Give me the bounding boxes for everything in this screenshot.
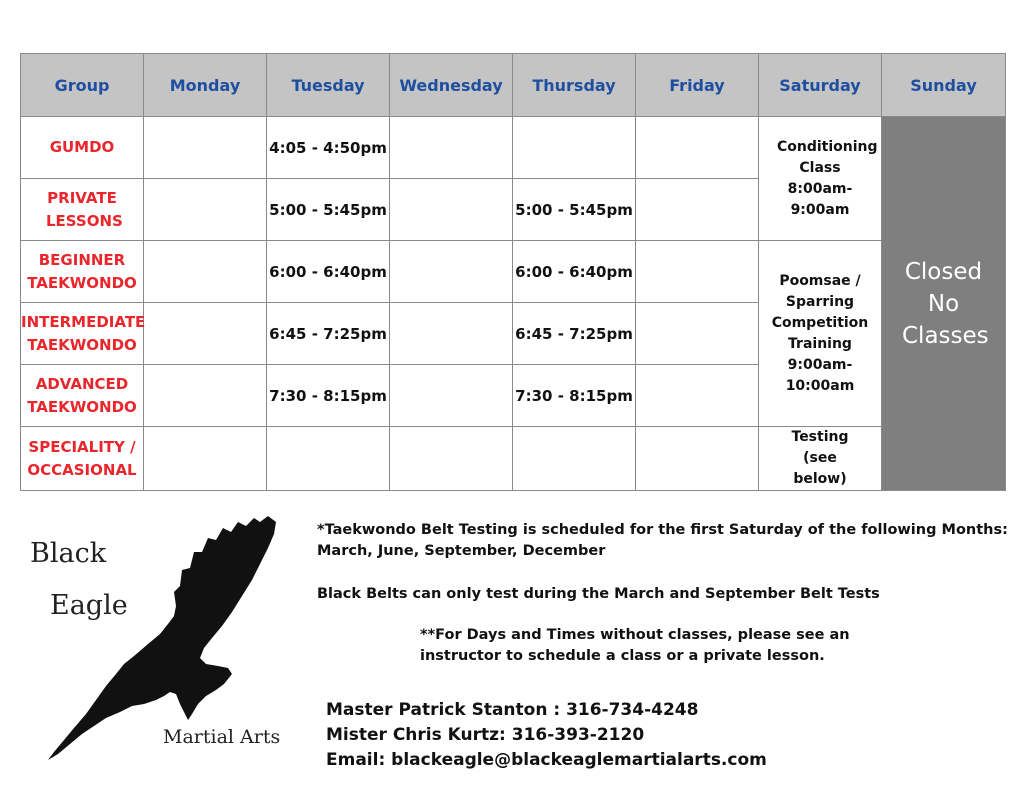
tuesday-cell: 7:30 - 8:15pm xyxy=(267,365,390,427)
friday-cell xyxy=(636,365,759,427)
group-cell: INTERMEDIATE TAEKWONDO xyxy=(21,303,144,365)
header-thursday: Thursday xyxy=(513,54,636,117)
belt-testing-months: March, June, September, December xyxy=(317,543,606,559)
friday-cell xyxy=(636,241,759,303)
group-cell: BEGINNER TAEKWONDO xyxy=(21,241,144,303)
saturday-conditioning-cell: Conditioning Class 8:00am- 9:00am xyxy=(759,117,882,241)
friday-cell xyxy=(636,117,759,179)
header-saturday: Saturday xyxy=(759,54,882,117)
thursday-cell xyxy=(513,117,636,179)
thursday-cell: 6:00 - 6:40pm xyxy=(513,241,636,303)
sunday-closed-cell: Closed No Classes xyxy=(882,117,1006,491)
group-cell: SPECIALITY / OCCASIONAL xyxy=(21,427,144,491)
monday-cell xyxy=(144,241,267,303)
header-row xyxy=(21,54,1006,117)
table-row xyxy=(21,241,1006,303)
header-wednesday: Wednesday xyxy=(390,54,513,117)
header-group: Group xyxy=(21,54,144,117)
tuesday-cell: 5:00 - 5:45pm xyxy=(267,179,390,241)
wednesday-cell xyxy=(390,365,513,427)
logo-text-eagle: Eagle xyxy=(50,590,128,621)
monday-cell xyxy=(144,117,267,179)
email-contact[interactable]: Email: blackeagle@blackeaglemartialarts.com xyxy=(326,750,767,770)
header-friday: Friday xyxy=(636,54,759,117)
header-sunday: Sunday xyxy=(882,54,1006,117)
wednesday-cell xyxy=(390,179,513,241)
belt-testing-note xyxy=(317,520,1008,562)
friday-cell xyxy=(636,303,759,365)
header-monday: Monday xyxy=(144,54,267,117)
table-row xyxy=(21,427,1006,491)
header-tuesday: Tuesday xyxy=(267,54,390,117)
thursday-cell: 7:30 - 8:15pm xyxy=(513,365,636,427)
tuesday-cell xyxy=(267,427,390,491)
group-cell: ADVANCED TAEKWONDO xyxy=(21,365,144,427)
wednesday-cell xyxy=(390,303,513,365)
wednesday-cell xyxy=(390,427,513,491)
no-classes-line-1: **For Days and Times without classes, please see an xyxy=(420,627,850,643)
wednesday-cell xyxy=(390,117,513,179)
monday-cell xyxy=(144,427,267,491)
wednesday-cell xyxy=(390,241,513,303)
logo-text-martial-arts: Martial Arts xyxy=(163,726,281,748)
thursday-cell: 5:00 - 5:45pm xyxy=(513,179,636,241)
table-row xyxy=(21,117,1006,179)
tuesday-cell: 4:05 - 4:50pm xyxy=(267,117,390,179)
friday-cell xyxy=(636,427,759,491)
logo-text-black: Black xyxy=(30,538,107,569)
class-schedule-table xyxy=(20,53,1006,491)
master-contact: Master Patrick Stanton : 316-734-4248 xyxy=(326,700,699,720)
monday-cell xyxy=(144,365,267,427)
no-classes-note xyxy=(420,625,850,667)
tuesday-cell: 6:45 - 7:25pm xyxy=(267,303,390,365)
tuesday-cell: 6:00 - 6:40pm xyxy=(267,241,390,303)
monday-cell xyxy=(144,303,267,365)
black-eagle-logo xyxy=(28,508,290,770)
belt-testing-line: *Taekwondo Belt Testing is scheduled for the first Saturday of the following Months: xyxy=(317,522,1008,538)
saturday-poomsae-cell: Poomsae / Sparring Competition Training 9:00am- 10:00am xyxy=(759,241,882,427)
saturday-testing-cell: Testing (see below) xyxy=(759,427,882,491)
group-cell: GUMDO xyxy=(21,117,144,179)
monday-cell xyxy=(144,179,267,241)
no-classes-line-2: instructor to schedule a class or a private lesson. xyxy=(420,648,825,664)
mister-contact: Mister Chris Kurtz: 316-393-2120 xyxy=(326,725,645,745)
thursday-cell: 6:45 - 7:25pm xyxy=(513,303,636,365)
friday-cell xyxy=(636,179,759,241)
group-cell: PRIVATE LESSONS xyxy=(21,179,144,241)
black-belt-note: Black Belts can only test during the March and September Belt Tests xyxy=(317,586,880,602)
thursday-cell xyxy=(513,427,636,491)
contact-block xyxy=(326,698,767,773)
